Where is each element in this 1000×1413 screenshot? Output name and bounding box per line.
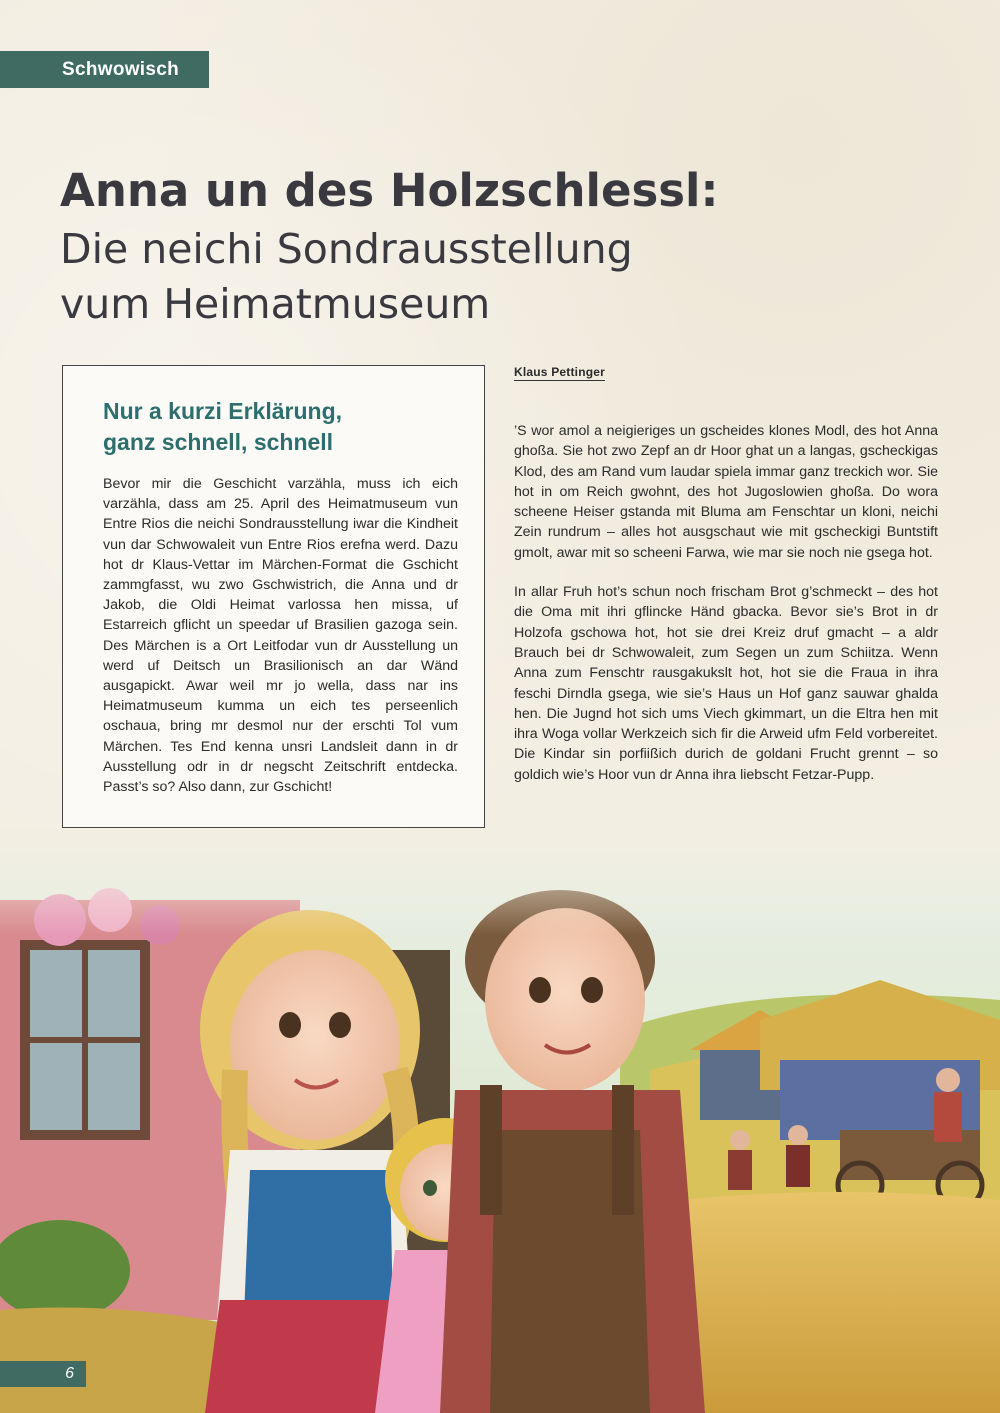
article-body xyxy=(514,421,938,804)
page-number: 6 xyxy=(0,1361,86,1387)
explanation-text: Bevor mir die Geschicht varzähla, muss ich eich varzähla, dass am 25. April des Heimatmuseum vun Entre Rios die neichi Sondrausstellung iwar die Kindheit vun dar Schwowaleit vun Entre Rios erefna werd. Dazu hot dr Klaus-Vettar im Märchen-Format die Gschicht zammgfasst, wu zwo Gschwistrich, die Anna und dr Jakob, die Oldi Heimat varlossa hen missa, uf Estarreich gflicht un speedar uf Brasilien gazoga sein. Des Märchen is a Ort Leitfodar vun dr Ausstellung un werd uf Deitsch un Brasilionisch an dar Wänd ausgapickt. Awar weil mr jo wella, dass nar ins Heimatmuseum kumma un eich tes perseenlich oschaua, bring mr desmol nur der erschti Tol vum Märchen. Tes End kenna unsri Landsleit dann in dr Ausstellung odr in dr negscht Zeitschrift entdecka. Passt’s so? Also dann, zur Gschicht! xyxy=(103,476,458,796)
explanation-box xyxy=(62,365,485,828)
title-line-1: Anna un des Holzschlessl: xyxy=(60,164,719,217)
explanation-heading-line-1: Nur a kurzi Erklärung, xyxy=(103,398,343,424)
title-line-2: Die neichi Sondrausstellung xyxy=(60,225,633,273)
explanation-heading-line-2: ganz schnell, schnell xyxy=(103,429,334,455)
author-byline: Klaus Pettinger xyxy=(514,365,606,379)
article-paragraph-2: In allar Fruh hot’s schun noch frischam Brot g’schmeckt – des hot die Oma mit ihri gflincke Händ gbacka. Bevor sie’s Brot in dr Holzofa gschowa hot, hot sie drei Kreiz druf gmacht – a aldr Brauch bei dr Schwowaleit, zum Segen un zum Schiitza. Wenn Anna zum Fenschtr rausgakukslt hot, hot sie die Fraua in ihra feschi Dirndla gsega, wie sie’s Haus un Hof ganz sauwar ghalda hen. Die Jugnd hot sich ums Viech gkimmart, un die Eltra hen mit ihra Woga vollar Werkzeich sich fir die Arweid ufm Feld vorbereitet. Die Kindar sin porfiißich durich de goldani Frucht grennt – so goldich wie’s Hoor vun dr Anna ihra liebscht Fetzar-Pupp. xyxy=(514,584,938,783)
children-illustration xyxy=(0,830,1000,1413)
explanation-heading xyxy=(103,396,458,458)
article-paragraph-1: ’S wor amol a neigieriges un gscheides klones Modl, des hot Anna ghoßa. Sie hot zwo Zepf an dr Hoor ghat un a langas, gscheckigas Klod, des am Rand vum laudar spiela immar ganz treckich wor. Sie hot in om Reich gwohnt, des hot Jugoslowien ghoßa. Do wora scheene Heiser gstanda mit Bluma am Fenschtar un kloni, neichi Zein rundrum – alles hot ausgschaut wie mit gscheckigi Buntstift gmolt, awar mit so scheeni Farwa, wie mar sie noch nie gsega hot. xyxy=(514,423,938,561)
section-tag: Schwowisch xyxy=(0,51,209,88)
article-title xyxy=(60,160,940,332)
title-line-3: vum Heimatmuseum xyxy=(60,280,491,328)
